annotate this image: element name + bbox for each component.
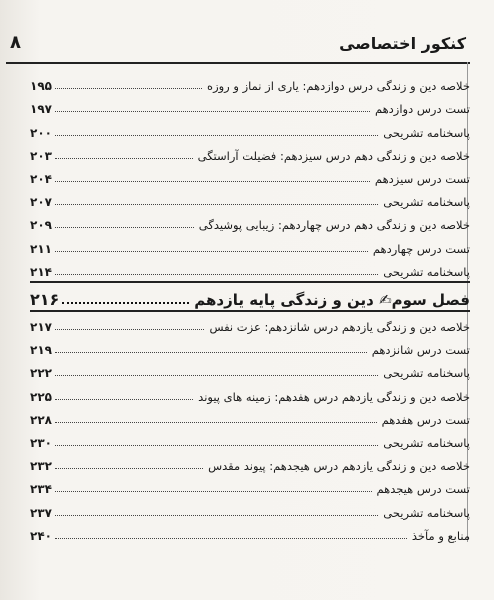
toc-entry-page: ۲۱۹ bbox=[30, 343, 52, 358]
toc-entry[interactable] bbox=[30, 209, 470, 232]
toc-entry[interactable] bbox=[30, 311, 470, 334]
dot-leader bbox=[55, 351, 367, 353]
toc-entry-page: ۲۲۲ bbox=[30, 366, 52, 381]
toc-entry-title: خلاصه دین و زندگی دهم درس سیزدهم: فضیلت آراستگی bbox=[197, 148, 470, 163]
toc-entry[interactable] bbox=[30, 357, 470, 380]
toc-entry-title: پاسخنامه تشریحی bbox=[383, 195, 470, 210]
toc-entry-page: ۲۱۱ bbox=[30, 241, 52, 256]
dot-leader bbox=[55, 157, 193, 159]
toc-entry-title: خلاصه دین و زندگی یازدهم درس هفدهم: زمینه های پیوند bbox=[198, 389, 470, 404]
toc-entry-page: ۲۰۴ bbox=[30, 171, 52, 186]
toc-entry[interactable] bbox=[30, 427, 470, 450]
toc-entry-title: منابع و مآخذ bbox=[411, 528, 470, 543]
toc-entry-title: تست درس هفدهم bbox=[381, 412, 470, 427]
toc-entry-title: پاسخنامه تشریحی bbox=[383, 435, 470, 450]
toc-entry-page: ۲۳۰ bbox=[30, 435, 52, 450]
toc-entry-title: تست درس چهاردهم bbox=[372, 241, 470, 256]
toc-entry[interactable] bbox=[30, 93, 470, 116]
toc-entry[interactable] bbox=[30, 140, 470, 163]
toc-entry-page: ۲۰۰ bbox=[30, 125, 52, 140]
toc-entry-title: تست درس هیجدهم bbox=[376, 482, 470, 497]
toc-entry-title: پاسخنامه تشریحی bbox=[383, 125, 470, 140]
toc-entry[interactable] bbox=[30, 520, 470, 543]
toc-entry[interactable] bbox=[30, 70, 470, 93]
toc-entry[interactable] bbox=[30, 380, 470, 403]
toc-section-heading[interactable] bbox=[30, 279, 470, 309]
toc-entry[interactable] bbox=[30, 232, 470, 255]
book-title: کنکور اختصاصی bbox=[339, 34, 466, 53]
toc-entry-page: ۲۳۷ bbox=[30, 505, 52, 520]
dot-leader bbox=[55, 421, 377, 423]
toc-entry[interactable] bbox=[30, 473, 470, 496]
toc-entry-title: تست درس دوازدهم bbox=[374, 102, 470, 117]
toc-entry-title: پاسخنامه تشریحی bbox=[383, 264, 470, 279]
toc-entry-page: ۲۰۹ bbox=[30, 218, 52, 233]
toc-entry-title: خلاصه دین و زندگی یازدهم درس شانزدهم: عزت نفس bbox=[209, 319, 470, 334]
dot-leader bbox=[55, 134, 378, 136]
dot-leader bbox=[55, 250, 368, 252]
toc-entry[interactable] bbox=[30, 186, 470, 209]
page-number: ۸ bbox=[10, 32, 21, 53]
toc-entry[interactable] bbox=[30, 450, 470, 473]
toc-entry-title: پاسخنامه تشریحی bbox=[383, 505, 470, 520]
dot-leader bbox=[55, 226, 194, 228]
toc-entry-page: ۲۳۴ bbox=[30, 482, 52, 497]
dot-leader bbox=[55, 490, 372, 492]
toc-entry[interactable] bbox=[30, 334, 470, 357]
dot-leader bbox=[55, 537, 407, 539]
dot-leader bbox=[55, 467, 203, 469]
toc-entry-page: ۲۲۸ bbox=[30, 412, 52, 427]
toc-entry[interactable] bbox=[30, 256, 470, 279]
toc-entry[interactable] bbox=[30, 496, 470, 519]
toc-entry-title: خلاصه دین و زندگی یازدهم درس هیجدهم: پیوند مقدس bbox=[208, 459, 470, 474]
toc-entry-title: تست درس شانزدهم bbox=[371, 343, 470, 358]
toc-entry-title: خلاصه دین و زندگی دهم درس چهاردهم: زیبایی پوشیدگی bbox=[198, 218, 470, 233]
dot-leader bbox=[55, 273, 378, 275]
toc-entry-title: پاسخنامه تشریحی bbox=[383, 366, 470, 381]
toc-entry[interactable] bbox=[30, 404, 470, 427]
toc-entry-page: ۲۱۴ bbox=[30, 264, 52, 279]
dot-leader bbox=[55, 514, 378, 516]
dot-leader bbox=[55, 374, 378, 376]
toc-entry-title: تست درس سیزدهم bbox=[374, 171, 470, 186]
page-header bbox=[6, 28, 470, 64]
dot-leader bbox=[62, 301, 189, 304]
toc-entry-title: خلاصه دین و زندگی درس دوازدهم: یاری از نماز و روزه bbox=[207, 79, 470, 94]
dot-leader bbox=[55, 110, 370, 112]
dot-leader bbox=[55, 328, 204, 330]
toc-entry[interactable] bbox=[30, 163, 470, 186]
toc-entry-page: ۲۰۷ bbox=[30, 195, 52, 210]
toc-entry-page: ۱۹۷ bbox=[30, 102, 52, 117]
dot-leader bbox=[55, 87, 202, 89]
dot-leader bbox=[55, 444, 378, 446]
toc-entry[interactable] bbox=[30, 116, 470, 139]
toc-entry-page: ۲۱۶ bbox=[30, 289, 60, 309]
toc-entry-page: ۲۴۰ bbox=[30, 528, 52, 543]
toc-entry-page: ۲۰۳ bbox=[30, 148, 52, 163]
dot-leader bbox=[55, 203, 378, 205]
dot-leader bbox=[55, 180, 370, 182]
toc-entry-page: ۲۲۵ bbox=[30, 389, 52, 404]
toc-entry-page: ۱۹۵ bbox=[30, 79, 52, 94]
toc-entry-page: ۲۱۷ bbox=[30, 319, 52, 334]
dot-leader bbox=[55, 398, 193, 400]
toc-entry-page: ۲۳۲ bbox=[30, 459, 52, 474]
toc-entry-title: فصل سوم✍ دین و زندگی پایه یازدهم bbox=[194, 290, 470, 309]
